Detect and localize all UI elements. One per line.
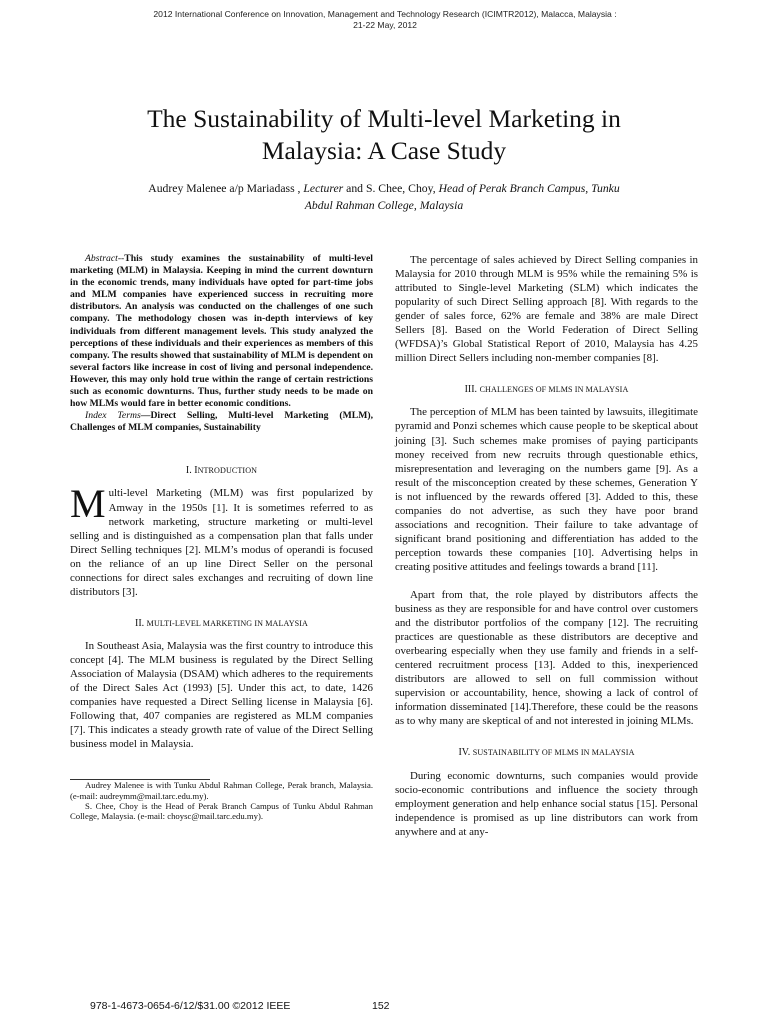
author-2-name: and S. Chee, Choy, xyxy=(346,182,436,195)
right-column xyxy=(395,253,698,839)
author-2-role: Head of Perak Branch Campus, Tunku xyxy=(438,182,620,195)
author-line-2 xyxy=(70,197,698,214)
section-heading-challenges xyxy=(395,383,698,397)
author-1-name: Audrey Malenee a/p Mariadass , xyxy=(148,182,301,195)
section-title-rest: NTRODUCTION xyxy=(197,466,258,476)
section-title-initial: I xyxy=(194,465,198,477)
section-number: I. xyxy=(185,465,192,477)
footnote-1: Audrey Malenee is with Tunku Abdul Rahman College, Perak branch, Malaysia. (e-mail: audreymm@mail.tarc.edu.my). xyxy=(70,780,373,801)
abstract-text: This study examines the sustainability of multi-level marketing (MLM) in Malaysia. Keeping in mind the current downturn in the economic trends, many individuals have opted for part-time jobs and MLM companies have experienced success in recruiting more distributors. An analysis was conducted on the challenges of one such company. The methodology chosen was in-depth interviews of key individuals from different management levels. This study analyzed the perceptions of these individuals and their experiences as members of this company. The results showed that sustainability of MLM is dependent on several factors like increase in cost of living and personal independence. However, this may only hold true within the range of certain restrictions such as economic downturns. Thus, further study needs to be made on how MLMs would fare in better economic conditions. xyxy=(70,253,373,410)
index-terms-label: Index Terms xyxy=(85,410,141,422)
index-terms xyxy=(70,410,373,434)
title-line-1: The Sustainability of Multi-level Marketing in xyxy=(147,104,621,133)
section-title: MULTI-LEVEL MARKETING IN MALAYSIA xyxy=(146,618,308,628)
section-heading-introduction xyxy=(70,464,373,478)
isbn-footer: 978-1-4673-0654-6/12/$31.00 ©2012 IEEE xyxy=(90,1000,291,1012)
page-number: 152 xyxy=(372,1000,390,1012)
left-column xyxy=(70,253,373,822)
intro-text: ulti-level Marketing (MLM) was first popularized by Amway in the 1950s [1]. It is sometimes referred to as network marketing, structure marketing or multi-level selling and is distinguished as a compensation plan that falls under Direct Selling techniques [2]. MLM’s modus of operandi is focused on the reliance of an up line Direct Seller on the personal connections for direct sales exchanges and recruiting of down line distributors [3]. xyxy=(70,487,373,598)
section-heading-mlm-malaysia xyxy=(70,617,373,631)
drop-cap: M xyxy=(70,481,106,527)
section-title: CHALLENGES OF MLMS IN MALAYSIA xyxy=(479,385,629,395)
right-paragraph-1: The percentage of sales achieved by Direct Selling companies in Malaysia for 2010 through MLM is 95% while the remaining 5% is attributed to Single-level Marketing (SLM) which indicates the popularity of such Direct Selling approach [8]. With regards to the gender of sales force, 62% are female and 38% are male Direct Sellers [8]. Based on the World Federation of Direct Selling (WFDSA)’s Global Statistical Report of 2010, Malaysia has 4.25 million Direct Sellers including non-member companies [8]. xyxy=(395,254,698,365)
paper-title xyxy=(60,103,708,167)
abstract xyxy=(70,253,373,410)
header-line-1: 2012 International Conference on Innovation, Management and Technology Research (ICIMTR2012), Malacca, Malaysia : xyxy=(153,9,617,19)
footnote-2: S. Chee, Choy is the Head of Perak Branch Campus of Tunku Abdul Rahman College, Malaysia. (e-mail: choysc@mail.tarc.edu.my). xyxy=(70,801,373,822)
intro-paragraph xyxy=(70,481,373,598)
section-number: III. xyxy=(464,384,478,396)
conference-header xyxy=(60,9,710,31)
section-heading-sustainability xyxy=(395,746,698,760)
header-line-2: 21-22 May, 2012 xyxy=(353,20,417,30)
author-affiliation: Abdul Rahman College, Malaysia xyxy=(304,199,464,212)
section-number: II. xyxy=(134,617,145,629)
author-line-1 xyxy=(70,180,698,197)
section-4-paragraph-1: During economic downturns, such companies would provide socio-economic contributions and influence the society through employment generation and help enhance social status [15]. Personal independence is promised as up line distributors can work from anywhere and at any- xyxy=(395,769,698,838)
section-number: IV. xyxy=(458,747,471,759)
section-3-paragraph-2: Apart from that, the role played by distributors affects the business as they are responsible for and have control over customers and the distributor portfolios of the company [12]. The recruiting practices are questionable as these distributors are deceptive and overbearing especially when they use family and friends in a self-centered recruitment process [13]. Added to this, inexperienced distributors are allowed to sell on full commission without supervision or accountability, hence, showing a lack of control of information disseminated [14].Therefore, these could be the reasons as to why many are skeptical of and not interested in joining MLMs. xyxy=(395,588,698,728)
section-2-paragraph: In Southeast Asia, Malaysia was the first country to introduce this concept [4]. The MLM business is regulated by the Direct Selling Association of Malaysia (DSAM) which adheres to the requirements of the Direct Sales Act (1993) [5]. Under this act, to date, 1426 companies have requested a Direct Selling license in Malaysia [6]. Following that, 407 companies are registered as MLM companies [7]. This indicates a steady growth rate of value of the Direct Selling business model in Malaysia. xyxy=(70,639,373,751)
index-terms-text: —Direct Selling, Multi-level Marketing (MLM), Challenges of MLM companies, Sustainability xyxy=(70,410,373,434)
author-block xyxy=(70,180,698,214)
section-title: SUSTAINABILITY OF MLMS IN MALAYSIA xyxy=(472,748,635,758)
author-1-role: Lecturer xyxy=(303,182,344,195)
title-line-2: Malaysia: A Case Study xyxy=(261,136,507,165)
abstract-label: Abstract-- xyxy=(85,253,125,264)
section-3-paragraph-1: The perception of MLM has been tainted by lawsuits, illegitimate pyramid and Ponzi schemes which cause people to be skeptical about joining [3]. Such schemes make promises of paying participants money received from new recruits through questionable ethics, misrepresentation and leveraging on the numbers game [9]. As a result of the misconception created by these schemes, Generation Y is not influenced by the rewards offered [3]. Added to this, these companies do not advertise, as such they have poor brand associations and recognition. Their failure to take advantage of significant brand positioning and differentiation has added to the perception towards these companies [10]. Advertising helps in creating positive attitudes and feelings towards a brand [11]. xyxy=(395,406,698,573)
